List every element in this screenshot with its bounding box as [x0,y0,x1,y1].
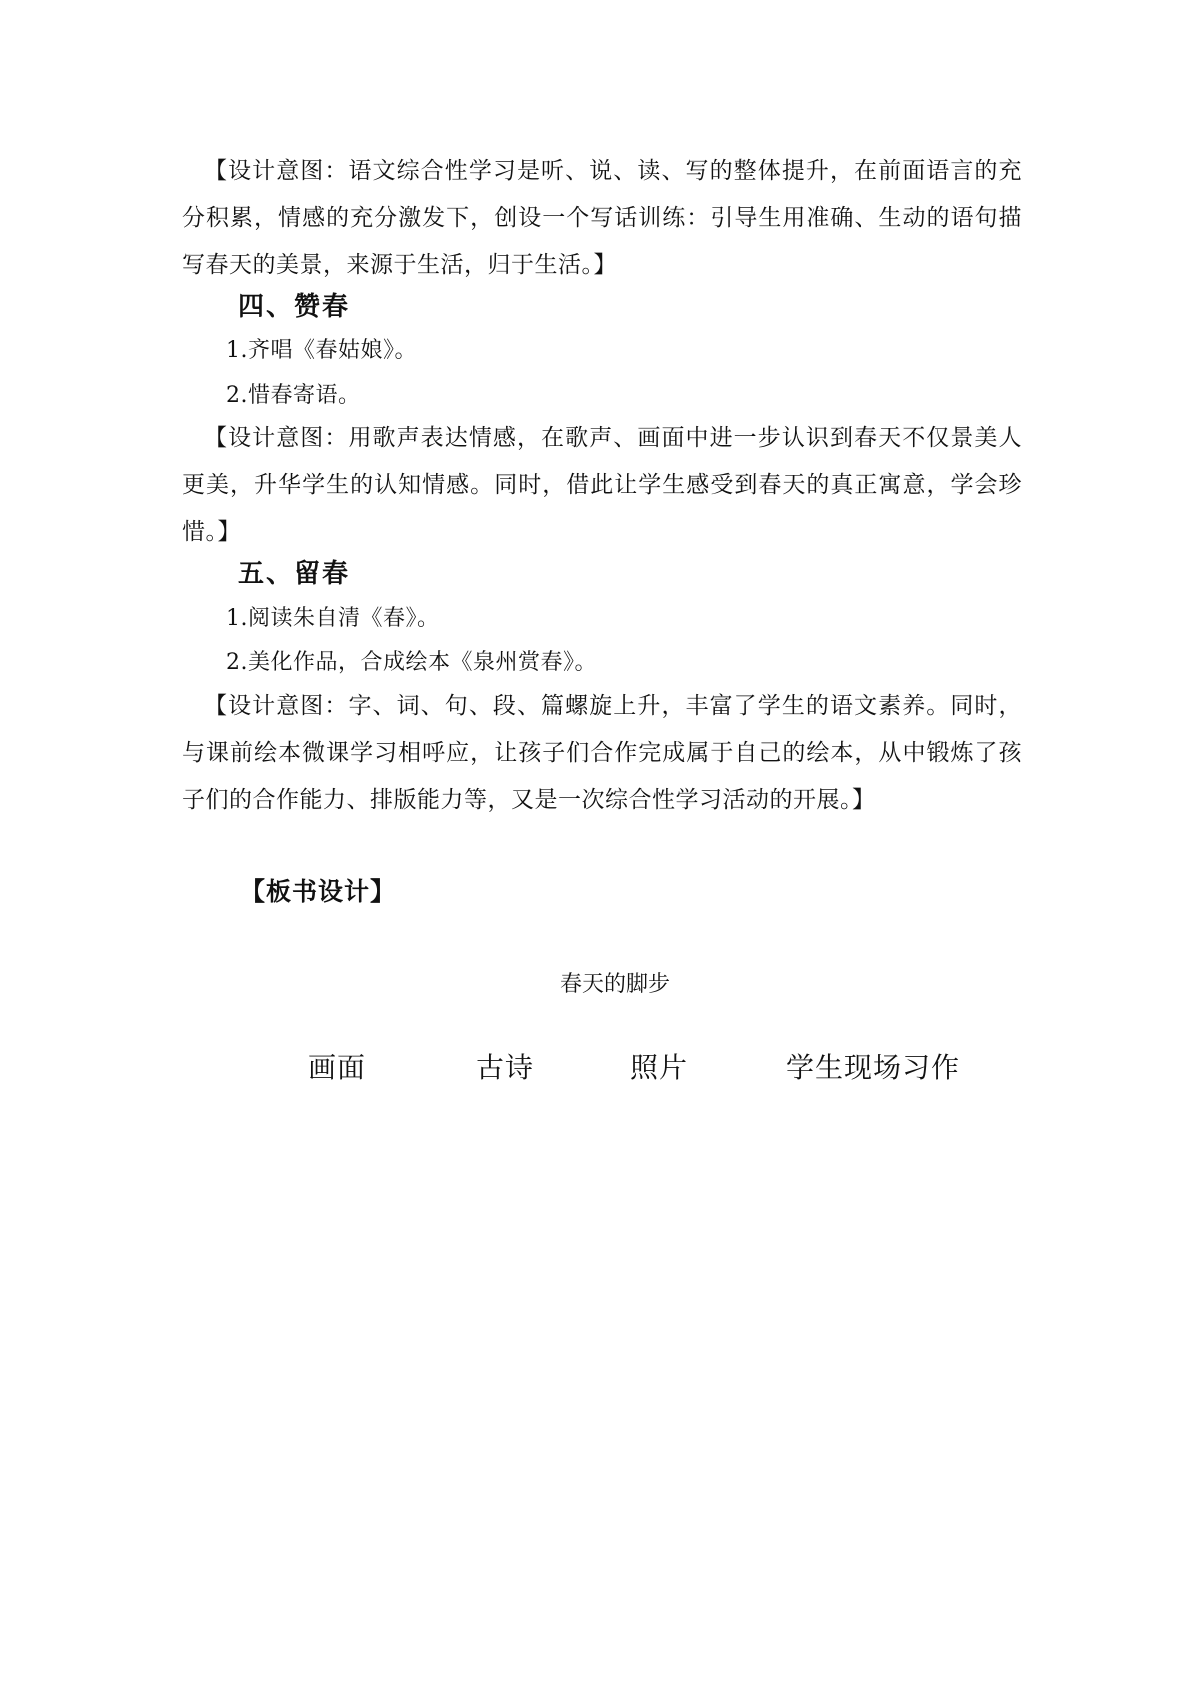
design-intent-paragraph-1: 【设计意图：语文综合性学习是听、说、读、写的整体提升，在前面语言的充分积累，情感的充分激发下，创设一个写话训练：引导生用准确、生动的语句描写春天的美景，来源于生活，归于生活。】 [182,158,1022,278]
design-intent-paragraph-3: 【设计意图：字、词、句、段、篇螺旋上升，丰富了学生的语文素养。同时，与课前绘本微课学习相呼应，让孩子们合作完成属于自己的绘本，从中锻炼了孩子们的合作能力、排版能力等，又是一次综合性学习活动的开展。】 [182,693,1022,813]
board-column-zhaopian: 照片 [630,1051,689,1084]
board-column-huamian: 画面 [308,1051,367,1084]
list-item: 2.惜春寄语。 [226,383,361,408]
board-subtitle: 春天的脚步 [560,972,671,997]
section-heading-liuchun: 五、留春 [238,559,351,589]
board-column-gushi: 古诗 [476,1051,535,1084]
section-heading-zanchun: 四、赞春 [238,292,351,322]
board-column-student-writing: 学生现场习作 [786,1051,961,1084]
list-item: 2.美化作品，合成绘本《泉州赏春》。 [226,650,597,675]
board-design-title: 【板书设计】 [240,877,397,906]
design-intent-paragraph-2: 【设计意图：用歌声表达情感，在歌声、画面中进一步认识到春天不仅景美人更美，升华学生的认知情感。同时，借此让学生感受到春天的真正寓意，学会珍惜。】 [182,425,1022,545]
list-item: 1.齐唱《春姑娘》。 [226,338,417,363]
list-item: 1.阅读朱自清《春》。 [226,606,440,631]
